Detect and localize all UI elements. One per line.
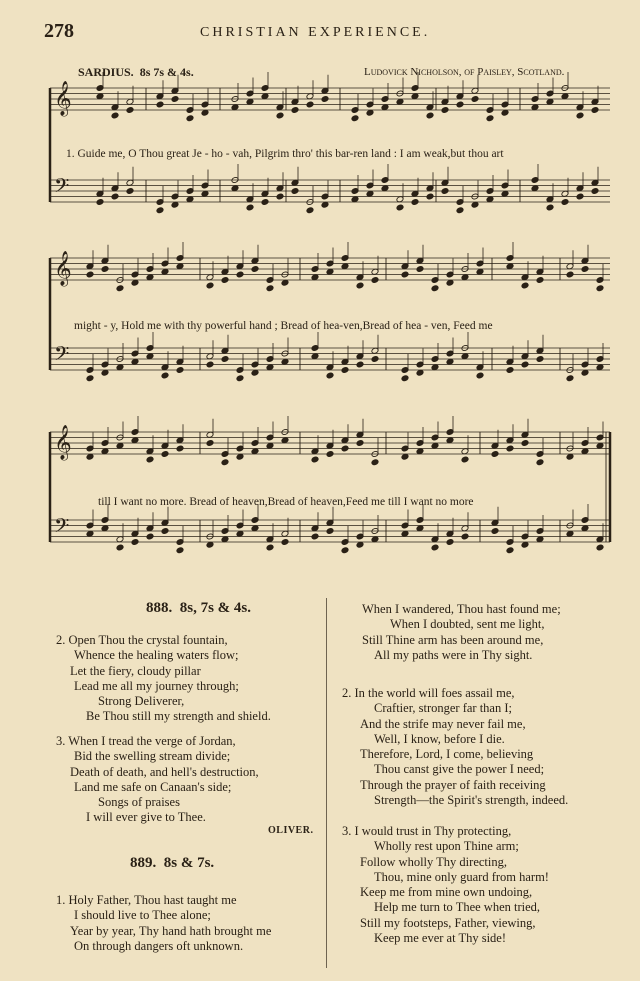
note-head xyxy=(341,445,349,452)
note-head xyxy=(486,115,494,122)
note-head xyxy=(401,375,409,382)
treble-clef-icon: 𝄞 xyxy=(54,251,72,286)
verse-line: Well, I know, before I die. xyxy=(374,731,505,746)
note-head xyxy=(111,193,119,200)
note-head xyxy=(261,199,269,206)
verse-line: Land me safe on Canaan's side; xyxy=(74,779,232,794)
note-head xyxy=(401,271,409,278)
note-head xyxy=(441,107,449,114)
note-head xyxy=(101,266,109,273)
note-head xyxy=(491,528,499,535)
note-head xyxy=(341,367,349,374)
note-head xyxy=(186,115,194,122)
verse-line: Be Thou still my strength and shield. xyxy=(86,709,271,724)
note-head xyxy=(221,277,229,284)
note-head xyxy=(356,282,364,289)
note-head xyxy=(86,375,94,382)
note-head xyxy=(281,539,289,546)
hymn-888-heading xyxy=(146,600,251,617)
verse-line: Keep me ever at Thy side! xyxy=(374,931,507,946)
verse-line: And the strife may never fail me, xyxy=(360,716,526,731)
verse-line: Whence the healing waters flow; xyxy=(74,648,239,663)
verse-line: On through dangers oft unknown. xyxy=(74,938,244,953)
hymn-meter: 8s & 7s. xyxy=(163,855,215,871)
note-head xyxy=(396,204,404,211)
note-head xyxy=(536,356,544,363)
verse-line: Follow wholly Thy directing, xyxy=(360,854,507,869)
note-head xyxy=(276,193,284,200)
note-head xyxy=(246,204,254,211)
note-head xyxy=(156,207,164,214)
note-head xyxy=(266,544,274,551)
verse-line: Lead me all my journey through; xyxy=(74,678,239,693)
note-head xyxy=(506,445,514,452)
note-head xyxy=(276,112,284,119)
note-head xyxy=(311,456,319,463)
note-head xyxy=(596,544,604,551)
note-head xyxy=(561,199,569,206)
verse-line: Keep me from mine own undoing, xyxy=(360,885,533,900)
note-head xyxy=(161,372,169,379)
note-head xyxy=(341,547,349,554)
note-head xyxy=(446,539,454,546)
verse-line: 3. I would trust in Thy protecting, xyxy=(342,824,512,838)
bass-clef-icon: 𝄢 xyxy=(54,342,70,370)
note-head xyxy=(506,547,514,554)
note-head xyxy=(251,266,259,273)
lyric-line-3: till I want no more. Bread of heaven,Bread of heaven,Feed me till I want no more xyxy=(98,496,474,508)
verse-line: I will ever give to Thee. xyxy=(86,810,206,825)
note-head xyxy=(161,528,169,535)
note-head xyxy=(326,451,334,458)
note-head xyxy=(441,188,449,195)
verse-line: Strength—the Spirit's strength, indeed. xyxy=(374,793,569,808)
bass-clef-icon: 𝄢 xyxy=(54,514,70,542)
verse-line: Let the fiery, cloudy pillar xyxy=(70,663,201,678)
note-head xyxy=(521,282,529,289)
note-head xyxy=(471,96,479,103)
verse-line: Help me turn to Thee when tried, xyxy=(374,900,541,915)
hymn-889-heading xyxy=(130,855,214,872)
note-head xyxy=(426,193,434,200)
note-head xyxy=(96,199,104,206)
note-head xyxy=(126,188,134,195)
note-head xyxy=(206,440,214,447)
note-head xyxy=(326,372,334,379)
note-head xyxy=(176,367,184,374)
verse-line: Strong Deliverer, xyxy=(98,694,185,709)
lyric-line-2: might - y, Hold me with thy powerful hand ; Bread of hea-ven,Bread of hea - ven, Feed me xyxy=(74,320,493,332)
hymn-888-attribution: OLIVER. xyxy=(268,825,314,836)
note-head xyxy=(456,207,464,214)
verse-line: Bid the swelling stream divide; xyxy=(74,749,231,764)
note-head xyxy=(461,533,469,540)
note-head xyxy=(311,533,319,540)
verse-line: Thou canst give the power I need; xyxy=(374,762,545,777)
note-head xyxy=(411,199,419,206)
note-head xyxy=(506,367,514,374)
verse-line: 2. In the world will foes assail me, xyxy=(342,686,515,700)
note-head xyxy=(236,271,244,278)
note-head xyxy=(591,188,599,195)
note-head xyxy=(171,96,179,103)
note-head xyxy=(491,451,499,458)
verse-line: Still my footsteps, Father, viewing, xyxy=(360,915,536,930)
note-head xyxy=(306,207,314,214)
note-head xyxy=(291,107,299,114)
hymn-889-stanza-1 xyxy=(56,893,271,954)
note-head xyxy=(371,277,379,284)
treble-clef-icon: 𝄞 xyxy=(54,425,72,460)
note-head xyxy=(116,285,124,292)
verse-line: When I doubted, sent me light, xyxy=(390,617,545,632)
note-head xyxy=(371,459,379,466)
page-number: 278 xyxy=(44,20,74,42)
note-head xyxy=(266,285,274,292)
note-head xyxy=(521,361,529,368)
right-stanza-continuation xyxy=(348,602,561,663)
note-head xyxy=(351,115,359,122)
hymn-number: 889. xyxy=(130,855,157,871)
hymn-888-stanza-2 xyxy=(56,633,271,725)
tune-composer: Ludovick Nicholson, of Paisley, Scotland. xyxy=(364,66,565,78)
note-head xyxy=(206,361,214,368)
note-head xyxy=(86,271,94,278)
note-head xyxy=(426,112,434,119)
note-head xyxy=(326,528,334,535)
running-head: CHRISTIAN EXPERIENCE. xyxy=(200,25,431,40)
note-head xyxy=(131,539,139,546)
verse-line: I should live to Thee alone; xyxy=(74,908,211,923)
note-head xyxy=(221,459,229,466)
verse-line: When I wandered, Thou hast found me; xyxy=(362,602,561,616)
verse-line: Year by year, Thy hand hath brought me xyxy=(70,923,272,938)
note-head xyxy=(126,107,134,114)
hymn-number: 888. xyxy=(146,600,173,616)
note-head xyxy=(146,533,154,540)
tune-name: SARDIUS. xyxy=(78,65,134,79)
verse-line: Death of death, and hell's destruction, xyxy=(70,764,259,779)
note-head xyxy=(546,204,554,211)
bass-clef-icon: 𝄢 xyxy=(54,174,70,202)
note-head xyxy=(576,193,584,200)
note-head xyxy=(416,266,424,273)
right-stanza-2 xyxy=(342,686,568,808)
note-head xyxy=(581,266,589,273)
verse-line: All my paths were in Thy sight. xyxy=(374,647,533,662)
hymn-meter: 8s, 7s & 4s. xyxy=(179,600,252,616)
note-head xyxy=(111,112,119,119)
note-head xyxy=(356,440,364,447)
note-head xyxy=(161,451,169,458)
note-head xyxy=(431,285,439,292)
right-stanza-3 xyxy=(342,824,549,946)
note-head xyxy=(176,445,184,452)
note-head xyxy=(306,101,314,108)
note-head xyxy=(576,112,584,119)
note-head xyxy=(236,375,244,382)
note-head xyxy=(371,356,379,363)
note-head xyxy=(596,285,604,292)
note-head xyxy=(176,547,184,554)
verse-line: Songs of praises xyxy=(98,795,180,810)
lyric-line-1: 1. Guide me, O Thou great Je - ho - vah, Pilgrim thro' this bar-ren land : I am weak,but thou art xyxy=(66,148,504,160)
note-head xyxy=(291,188,299,195)
note-head xyxy=(221,356,229,363)
column-divider xyxy=(326,598,327,968)
note-head xyxy=(456,101,464,108)
tune-meter: 8s 7s & 4s. xyxy=(139,65,194,79)
verse-line: Through the prayer of faith receiving xyxy=(360,777,546,792)
verse-line: 3. When I tread the verge of Jordan, xyxy=(56,734,236,748)
note-head xyxy=(146,456,154,463)
note-head xyxy=(591,107,599,114)
verse-line: Still Thine arm has been around me, xyxy=(362,632,544,647)
verse-line: 2. Open Thou the crystal fountain, xyxy=(56,633,228,647)
note-head xyxy=(566,375,574,382)
note-head xyxy=(476,372,484,379)
note-head xyxy=(461,456,469,463)
verse-line: Thou, mine only guard from harm! xyxy=(374,869,549,884)
note-head xyxy=(321,96,329,103)
note-head xyxy=(116,544,124,551)
verse-line: Craftier, stronger far than I; xyxy=(374,701,512,716)
note-head xyxy=(536,277,544,284)
note-head xyxy=(431,544,439,551)
note-head xyxy=(521,440,529,447)
note-head xyxy=(206,282,214,289)
treble-clef-icon: 𝄞 xyxy=(54,81,72,116)
note-head xyxy=(536,459,544,466)
hymn-888-stanza-3 xyxy=(56,734,259,826)
verse-line: Wholly rest upon Thine arm; xyxy=(374,839,519,854)
verse-line: 1. Holy Father, Thou hast taught me xyxy=(56,893,237,907)
note-head xyxy=(156,101,164,108)
verse-line: Therefore, Lord, I come, believing xyxy=(360,747,534,762)
note-head xyxy=(566,271,574,278)
note-head xyxy=(356,361,364,368)
